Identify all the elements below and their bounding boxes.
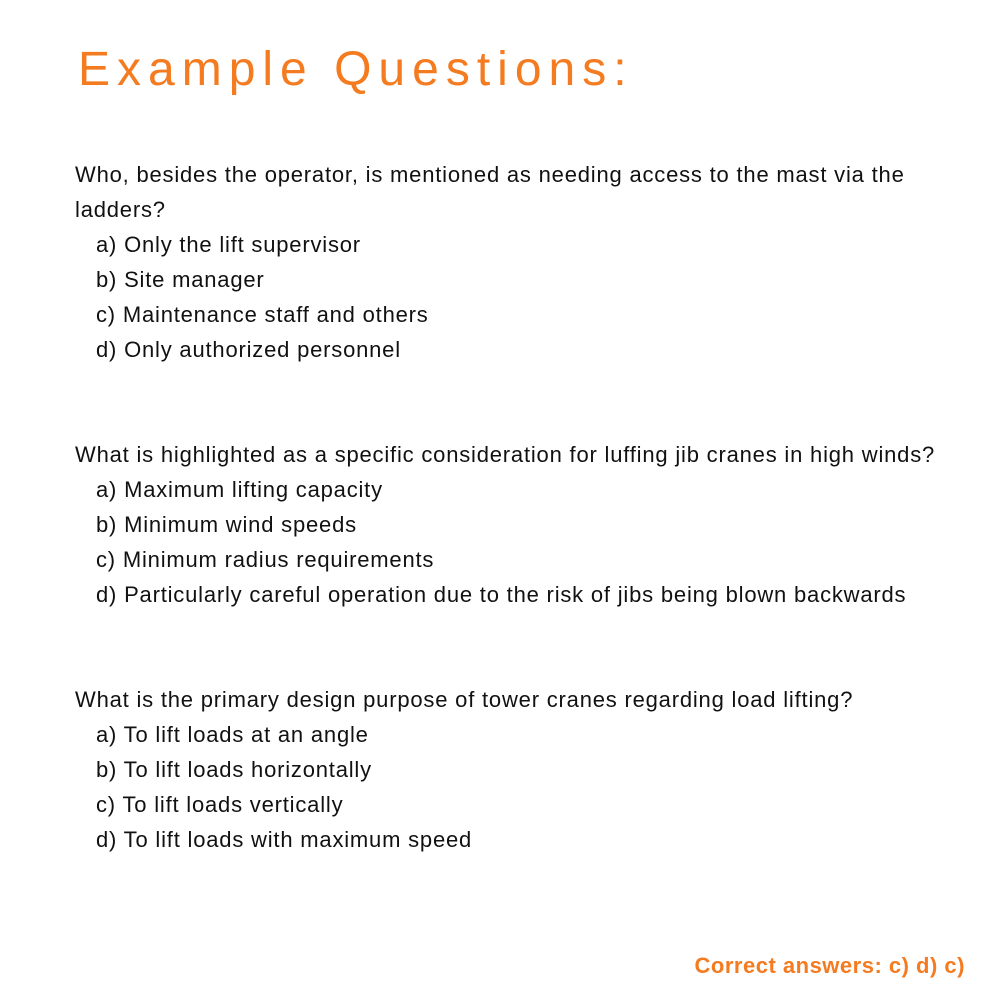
option-d: d) Only authorized personnel bbox=[96, 337, 401, 362]
option-c: c) To lift loads vertically bbox=[96, 792, 344, 817]
option-a: a) To lift loads at an angle bbox=[96, 722, 369, 747]
questions-list bbox=[75, 157, 965, 927]
question-text: Who, besides the operator, is mentioned as needing access to the mast via the ladders? bbox=[75, 162, 905, 222]
question-text: What is highlighted as a specific consideration for luffing jib cranes in high winds? bbox=[75, 442, 936, 467]
options-list bbox=[75, 717, 965, 857]
correct-answers: Correct answers: c) d) c) bbox=[694, 953, 965, 978]
options-list bbox=[75, 227, 965, 367]
option-c: c) Maintenance staff and others bbox=[96, 302, 429, 327]
option-c: c) Minimum radius requirements bbox=[96, 547, 435, 572]
option-b: b) Site manager bbox=[96, 267, 265, 292]
question-block bbox=[75, 437, 965, 612]
question-block bbox=[75, 682, 965, 857]
options-list bbox=[75, 472, 965, 612]
option-d: d) Particularly careful operation due to the risk of jibs being blown backwards bbox=[96, 582, 907, 607]
option-b: b) Minimum wind speeds bbox=[96, 512, 357, 537]
option-a: a) Maximum lifting capacity bbox=[96, 477, 383, 502]
question-text: What is the primary design purpose of tower cranes regarding load lifting? bbox=[75, 687, 854, 712]
option-b: b) To lift loads horizontally bbox=[96, 757, 372, 782]
option-d: d) To lift loads with maximum speed bbox=[96, 827, 473, 852]
option-a: a) Only the lift supervisor bbox=[96, 232, 361, 257]
question-block bbox=[75, 157, 965, 367]
page-title: Example Questions: bbox=[78, 43, 634, 96]
